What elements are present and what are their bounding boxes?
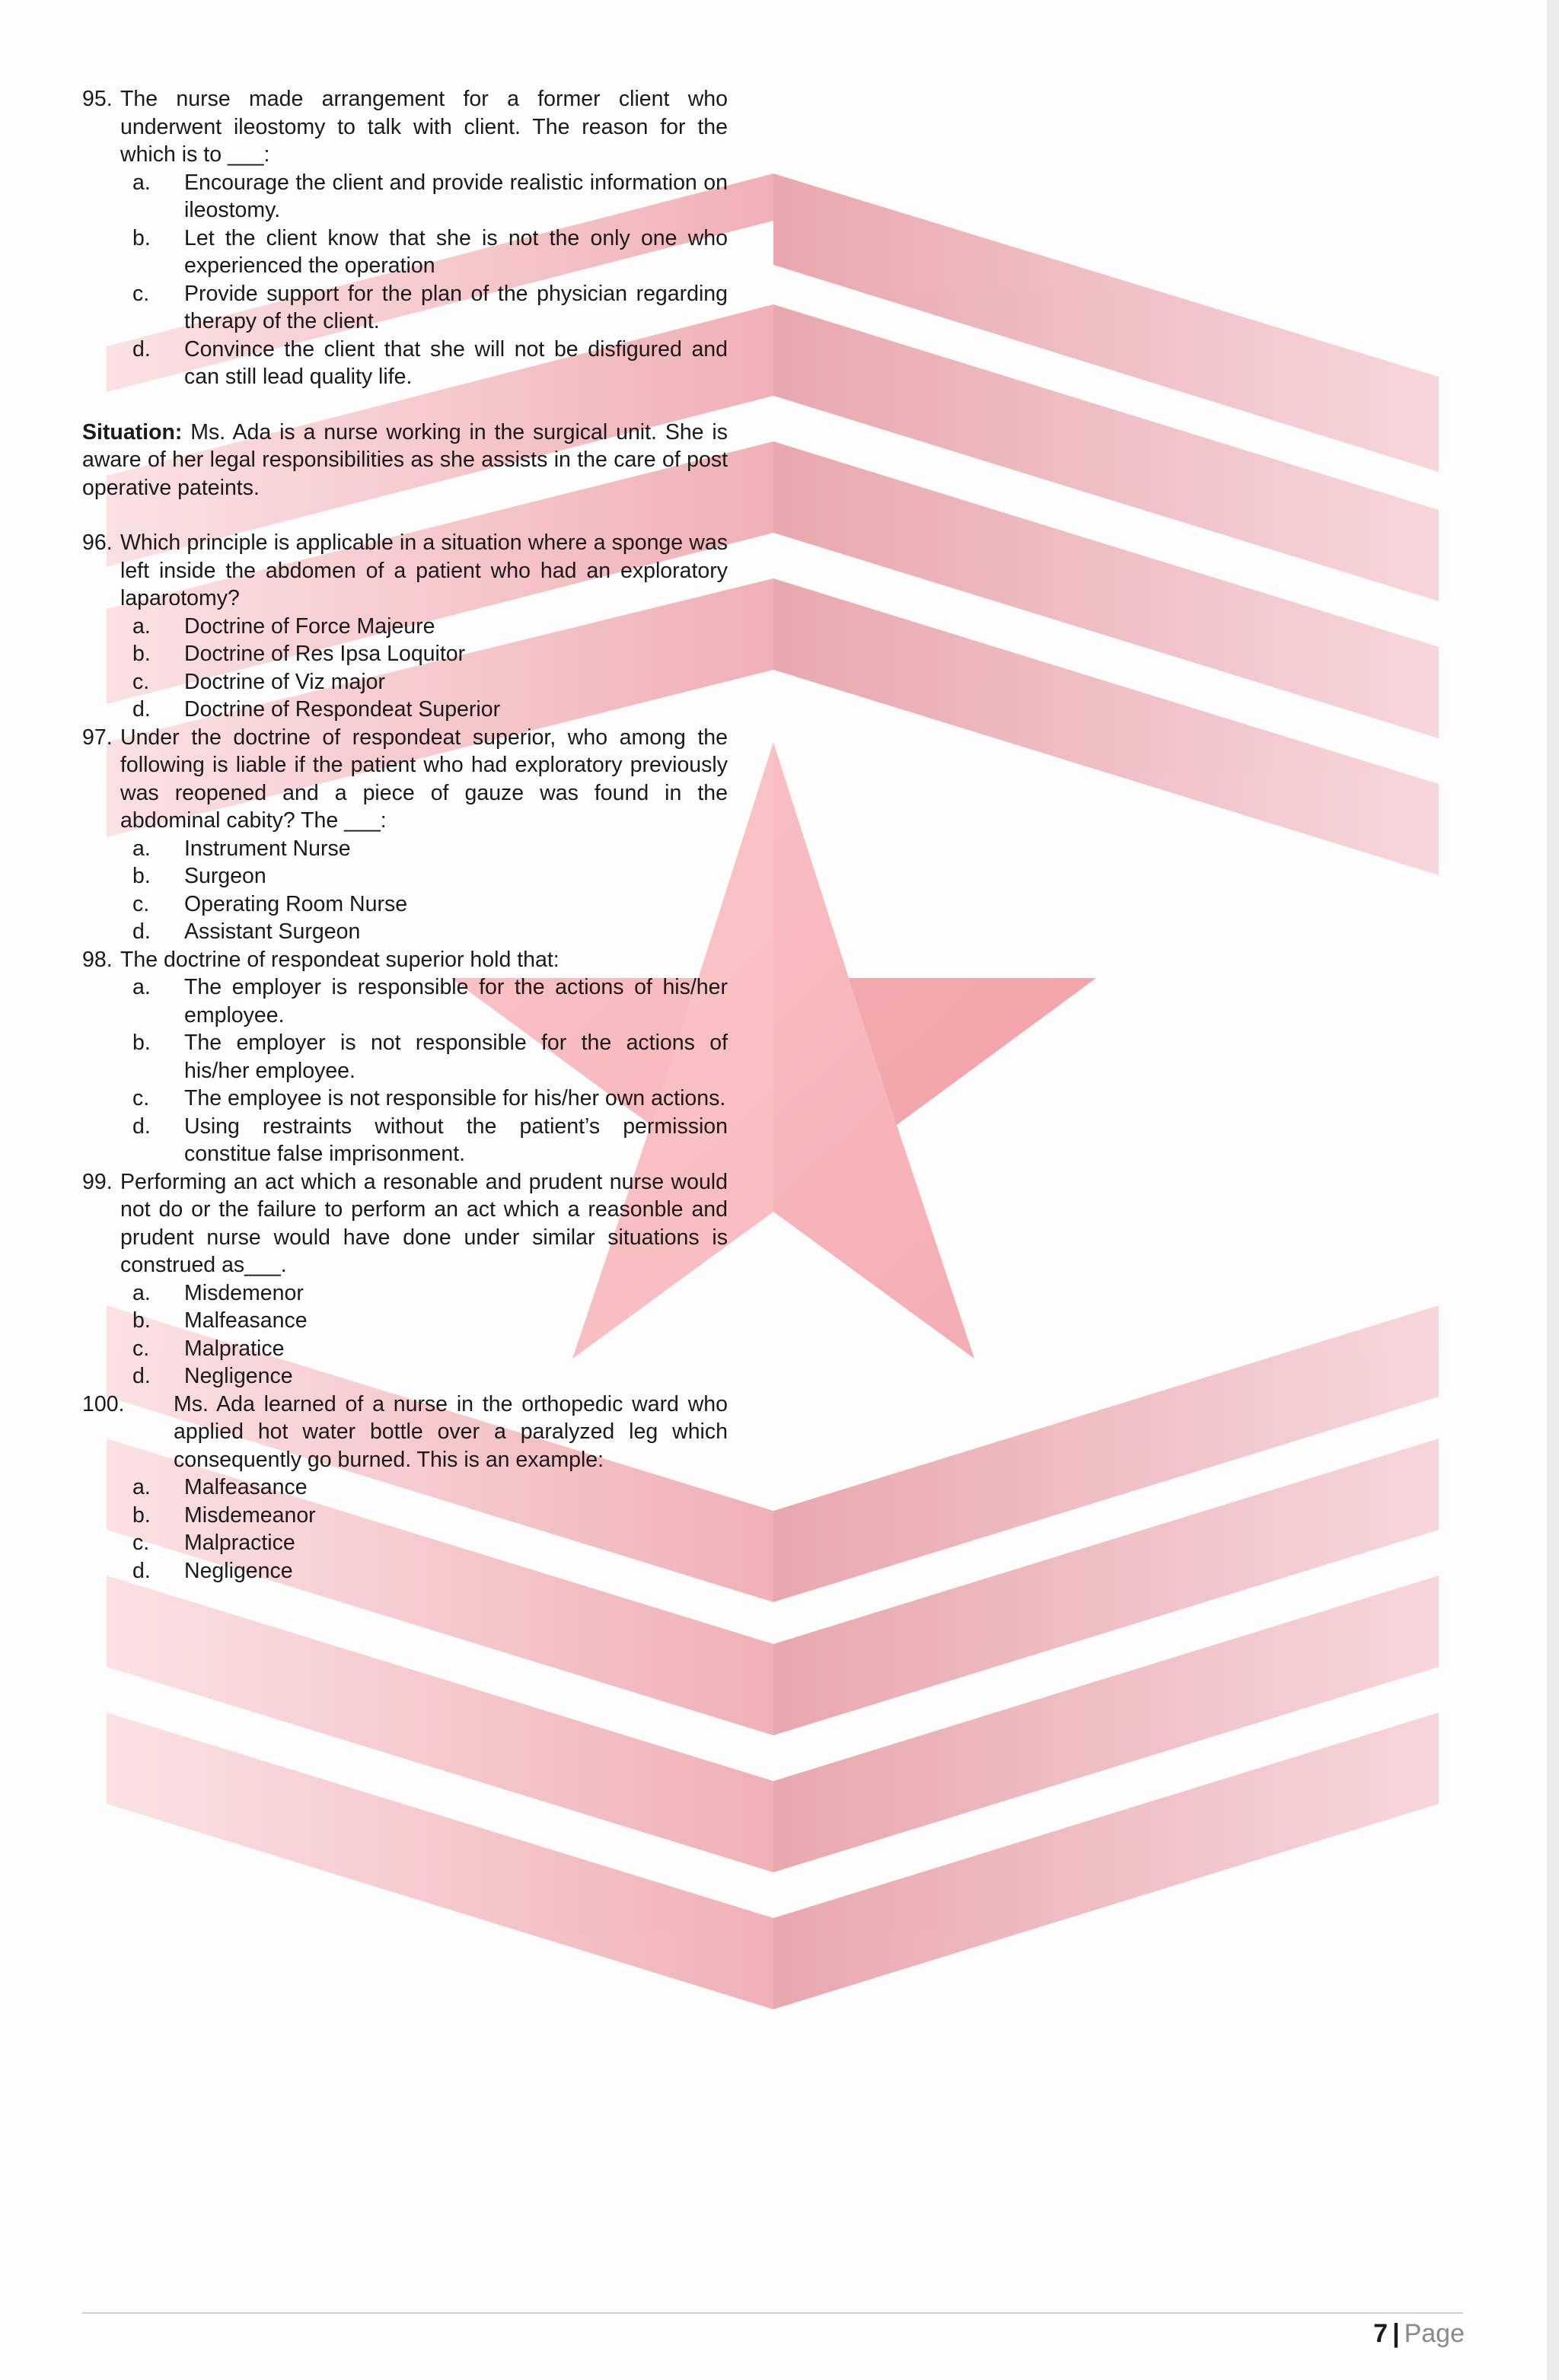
option-98-b [82,1029,728,1085]
option-letter: c. [132,1531,150,1555]
option-96-c [82,668,728,696]
option-text: Misdemeanor [184,1502,316,1528]
question-text: The doctrine of respondeat superior hold that: [120,947,560,972]
option-99-a [82,1279,728,1308]
option-100-c [82,1529,728,1557]
option-95-c [82,280,728,336]
option-text: Doctrine of Respondeat Superior [184,697,501,722]
option-letter: c. [132,1086,150,1110]
option-text: The employer is responsible for the actions of his/her employee. [184,975,728,1028]
option-96-b [82,640,728,668]
option-text: Negligence [184,1364,293,1388]
option-95-b [82,225,728,280]
option-text: Using restraints without the patient’s permission constitue false imprisonment. [184,1114,728,1166]
option-text: Malpractice [184,1531,295,1555]
option-text: Assistant Surgeon [184,919,361,944]
option-letter: b. [132,225,151,250]
option-95-a [82,169,728,225]
option-text: Doctrine of Viz major [184,669,385,694]
option-97-d [82,918,728,946]
option-letter: b. [132,1308,151,1333]
option-text: Provide support for the plan of the physician regarding therapy of the client. [184,281,728,333]
question-text: Under the doctrine of respondeat superior, who among the following is liable if the patient who had exploratory previously was reopened and a piece of gauze was found in the abdominal cabity? The ___: [120,725,728,833]
option-text: Encourage the client and provide realistic information on ileostomy. [184,170,728,222]
situation-label: Situation: [82,419,183,444]
option-text: Doctrine of Res Ipsa Loquitor [184,642,466,666]
question-98 [82,946,728,974]
question-number: 98. [82,947,113,972]
option-100-d [82,1557,728,1585]
option-text: Misdemenor [184,1280,304,1305]
option-letter: d. [132,1558,151,1583]
option-letter: a. [132,975,151,999]
option-text: Let the client know that she is not the only one who experienced the operation [184,225,728,278]
question-content [82,85,728,1585]
question-text-first: Ms. Ada learned of a nurse in the orthopedic ward who applied hot water bottle over a paralyzed leg which consequently go burned. This is an example: [174,1391,728,1472]
situation-paragraph [82,419,728,502]
option-letter: b. [132,864,151,888]
option-98-c [82,1085,728,1113]
option-letter: c. [132,281,150,306]
option-text: The employee is not responsible for his/her own actions. [184,1086,726,1110]
situation-text: Ms. Ada is a nurse working in the surgical unit. She is aware of her legal responsibilities as she assists in the care of post operative pateints. [82,419,728,500]
option-text: Operating Room Nurse [184,891,408,916]
option-99-b [82,1307,728,1335]
option-letter: d. [132,697,151,722]
page-number: 7 [1373,2319,1388,2348]
option-letter: c. [132,669,150,694]
option-letter: b. [132,1502,151,1528]
option-100-a [82,1474,728,1502]
option-95-d [82,336,728,391]
option-100-b [82,1502,728,1530]
option-text: Malfeasance [184,1475,308,1499]
option-text: Instrument Nurse [184,836,351,861]
question-number: 100. [82,1391,125,1416]
option-letter: a. [132,1475,151,1499]
question-text: Performing an act which a resonable and prudent nurse would not do or the failure to perform an act which a reasonble and prudent nurse would have done under similar situations is construed as___. [120,1169,728,1277]
option-letter: a. [132,170,151,195]
option-letter: d. [132,1114,151,1139]
option-letter: c. [132,891,150,916]
option-letter: a. [132,836,151,861]
option-letter: b. [132,642,151,666]
option-letter: b. [132,1031,151,1055]
option-letter: a. [132,1280,151,1305]
question-text: The nurse made arrangement for a former client who underwent ileostomy to talk with client. The reason for the which is to ___: [120,87,728,167]
option-letter: c. [132,1336,150,1361]
footer-divider [82,2312,1463,2314]
option-97-b [82,862,728,891]
option-letter: a. [132,613,151,639]
page-footer [1373,2318,1465,2349]
question-100 [82,1391,728,1474]
option-99-d [82,1362,728,1391]
option-98-a [82,973,728,1029]
option-text: Malfeasance [184,1308,308,1333]
question-99 [82,1168,728,1279]
footer-separator: | [1392,2319,1400,2348]
question-97 [82,724,728,835]
option-98-d [82,1113,728,1168]
question-number: 97. [82,725,113,750]
question-number: 96. [82,530,113,555]
option-text: Negligence [184,1558,293,1583]
page-label: Page [1404,2319,1465,2348]
option-text: Convince the client that she will not be disfigured and can still lead quality life. [184,336,728,389]
option-text: The employer is not responsible for the actions of his/her employee. [184,1031,728,1083]
question-96 [82,529,728,613]
option-text: Surgeon [184,864,266,888]
option-97-c [82,891,728,919]
option-96-d [82,696,728,724]
question-text: Which principle is applicable in a situation where a sponge was left inside the abdomen of a patient who had an exploratory laparotomy? [120,530,728,610]
option-96-a [82,613,728,641]
question-number: 95. [82,87,113,111]
question-number: 99. [82,1169,113,1194]
option-99-c [82,1335,728,1363]
option-text: Doctrine of Force Majeure [184,613,435,639]
question-95 [82,85,728,169]
option-text: Malpratice [184,1336,285,1361]
option-letter: d. [132,1364,151,1388]
option-letter: d. [132,919,151,944]
option-97-a [82,835,728,863]
option-letter: d. [132,336,151,362]
page-edge-shadow [1547,0,1559,2380]
